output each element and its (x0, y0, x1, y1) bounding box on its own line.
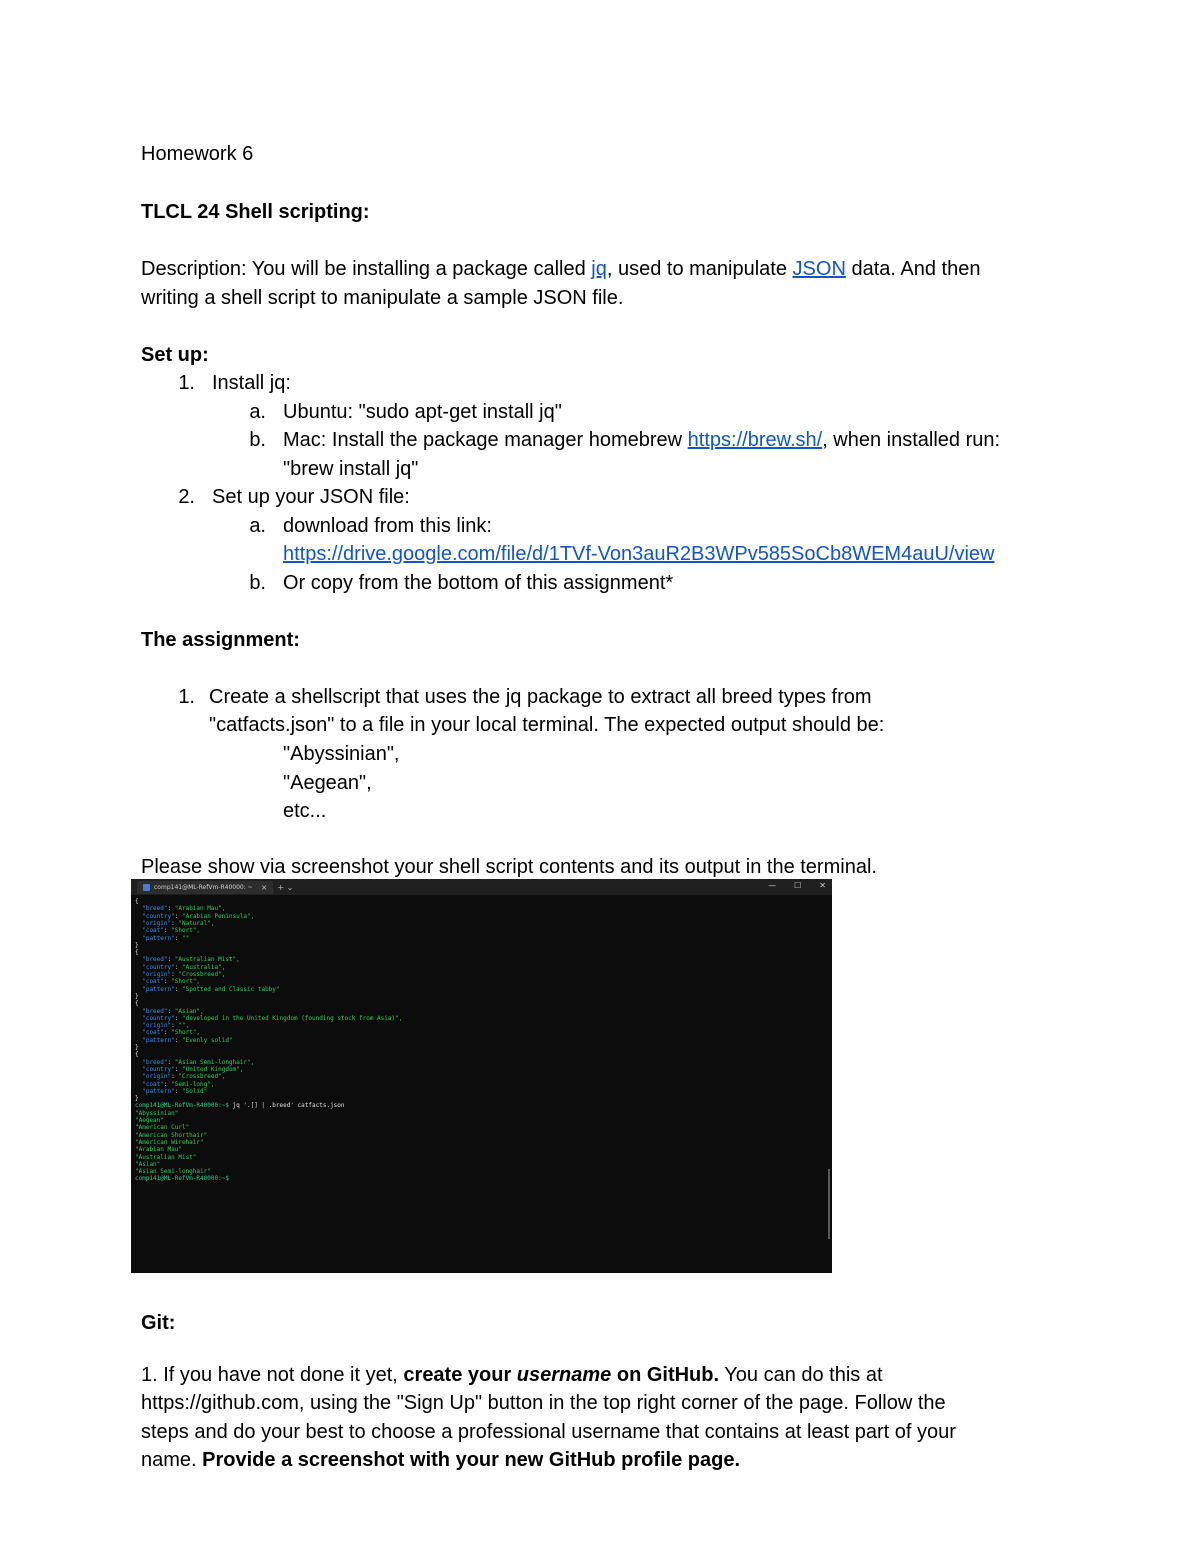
terminal-line: } (135, 1095, 139, 1103)
terminal-line: "breed": "Arabian Mau", (135, 905, 226, 913)
setup-item-1b-prefix: Mac: Install the package manager homebrew (283, 429, 688, 451)
terminal-line: "breed": "Asian Semi-longhair", (135, 1058, 255, 1066)
terminal-line: "Arabian Mau" (135, 1146, 182, 1154)
git-p1-a: 1. If you have not done it yet, (141, 1364, 404, 1386)
list-marker: 2. (178, 486, 195, 508)
close-icon: × (260, 882, 268, 892)
git-paragraph-line-4 (141, 1446, 740, 1474)
git-paragraph-line-2: https://github.com, using the "Sign Up" button in the top right corner of the page. Follow the (141, 1392, 946, 1414)
git-p1-e: You can do this at (719, 1364, 883, 1386)
terminal-line: "country": "Australia", (135, 963, 226, 971)
section-heading: TLCL 24 Shell scripting: (141, 201, 370, 223)
drive-link-line (283, 540, 994, 568)
terminal-line: comp141@ML-RefVm-R40000:~$ jq '.[] | .breed' catfacts.json (135, 1102, 345, 1110)
terminal-output (133, 898, 823, 1183)
screenshot-request: Please show via screenshot your shell script contents and its output in the terminal. (141, 856, 877, 878)
terminal-line: "country": "developed in the United Kingdom (founding stock from Asia)", (135, 1014, 403, 1022)
terminal-line: "pattern": "" (135, 934, 190, 942)
setup-item-2b: Or copy from the bottom of this assignment* (283, 572, 674, 594)
terminal-line: comp141@ML-RefVm-R40000:~$ (135, 1175, 229, 1183)
terminal-line: } (135, 941, 139, 949)
jq-link[interactable]: jq (591, 258, 607, 280)
homebrew-link[interactable]: https://brew.sh/ (687, 429, 823, 451)
terminal-line: "country": "United Kingdom", (135, 1065, 244, 1073)
setup-item-1a: Ubuntu: "sudo apt-get install jq" (283, 401, 562, 423)
terminal-tab-title: comp141@ML-RefVm-R40000: ~ (154, 883, 253, 891)
terminal-line: "origin": "Natural", (135, 919, 215, 927)
terminal-line: "pattern": "Solid" (135, 1087, 208, 1095)
terminal-line: "American Shorthair" (135, 1131, 208, 1139)
list-marker: a. (249, 515, 266, 537)
list-marker: b. (249, 429, 266, 451)
terminal-line: "Abyssinian" (135, 1109, 179, 1117)
expected-output-2: "Aegean", (283, 772, 372, 794)
assignment-item-1-line-2: "catfacts.json" to a file in your local terminal. The expected output should be: (209, 714, 885, 736)
git-p1-b: create your (403, 1364, 517, 1386)
setup-item-2: Set up your JSON file: (212, 486, 410, 508)
assignment-heading: The assignment: (141, 629, 300, 651)
doc-title: Homework 6 (141, 143, 254, 165)
setup-item-1b-line2: "brew install jq" (283, 458, 419, 480)
description-line-1 (141, 255, 980, 283)
description-prefix: Description: You will be installing a package called (141, 258, 592, 280)
terminal-icon (143, 884, 150, 891)
terminal-titlebar (131, 879, 832, 895)
terminal-line: "coat": "Short", (135, 1029, 201, 1037)
terminal-tab (137, 881, 273, 894)
terminal-line: "American Wirehair" (135, 1138, 204, 1146)
git-heading: Git: (141, 1312, 176, 1334)
terminal-line: "origin": "Crossbreed", (135, 971, 226, 978)
terminal-line: "American Curl" (135, 1124, 190, 1132)
terminal-line: "pattern": "Spotted and Classic tabby" (135, 985, 280, 993)
description-middle: , used to manipulate (606, 258, 793, 280)
terminal-line: "pattern": "Evenly solid" (135, 1036, 233, 1044)
terminal-scrollbar (828, 1169, 830, 1239)
terminal-line: } (135, 992, 139, 1000)
description-line-2: writing a shell script to manipulate a sample JSON file. (141, 287, 624, 309)
git-paragraph-line-1 (141, 1361, 883, 1389)
terminal-line: { (135, 949, 139, 957)
terminal-line: "coat": "Semi-long", (135, 1080, 215, 1088)
git-paragraph-line-3: steps and do your best to choose a professional username that contains at least part of your (141, 1421, 956, 1443)
terminal-line: "origin": "Crossbreed", (135, 1073, 226, 1081)
terminal-line: "Asian" (135, 1160, 161, 1168)
terminal-line: "coat": "Short", (135, 978, 201, 986)
assignment-item-1-line-1: Create a shellscript that uses the jq package to extract all breed types from (209, 686, 872, 708)
terminal-line: { (135, 1051, 139, 1059)
setup-item-1b-suffix: , when installed run: (822, 429, 1001, 451)
maximize-icon: ☐ (794, 881, 802, 890)
terminal-line: { (135, 1000, 139, 1008)
terminal-line: "country": "Arabian Peninsula", (135, 912, 255, 920)
window-controls (768, 881, 826, 890)
terminal-line: "Aegean" (135, 1117, 164, 1124)
git-p4-a: name. (141, 1449, 203, 1471)
terminal-line: "coat": "Short", (135, 927, 201, 935)
json-link[interactable]: JSON (792, 258, 846, 280)
git-p1-d: on GitHub. (611, 1364, 720, 1386)
google-drive-link[interactable]: https://drive.google.com/file/d/1TVf-Von3auR2B3WPv585SoCb8WEM4auU/view (283, 543, 995, 565)
terminal-line: "breed": "Asian", (135, 1007, 204, 1015)
list-marker: a. (249, 401, 266, 423)
terminal-line: "Asian Semi-longhair" (135, 1168, 211, 1176)
terminal-screenshot (131, 879, 832, 1273)
window-close-icon: ✕ (819, 881, 826, 890)
terminal-line: "Australian Mist" (135, 1153, 197, 1161)
setup-item-2a: download from this link: (283, 515, 492, 537)
description-suffix: data. And then (845, 258, 981, 280)
list-marker: b. (249, 572, 266, 594)
git-p1-c: username (516, 1364, 612, 1386)
expected-output-3: etc... (283, 800, 327, 822)
expected-output-1: "Abyssinian", (283, 743, 400, 765)
list-marker: 1. (178, 372, 195, 394)
git-p4-b: Provide a screenshot with your new GitHub profile page. (202, 1449, 741, 1471)
terminal-line: "origin": "", (135, 1022, 190, 1030)
terminal-line: } (135, 1044, 139, 1051)
setup-item-1: Install jq: (212, 372, 291, 394)
list-marker: 1. (178, 686, 195, 708)
terminal-line: "breed": "Australian Mist", (135, 956, 240, 964)
setup-item-1b (283, 426, 1000, 454)
setup-heading: Set up: (141, 344, 209, 366)
new-tab-icon: + ⌄ (277, 882, 294, 892)
minimize-icon: — (768, 881, 777, 890)
terminal-line: { (135, 898, 139, 905)
